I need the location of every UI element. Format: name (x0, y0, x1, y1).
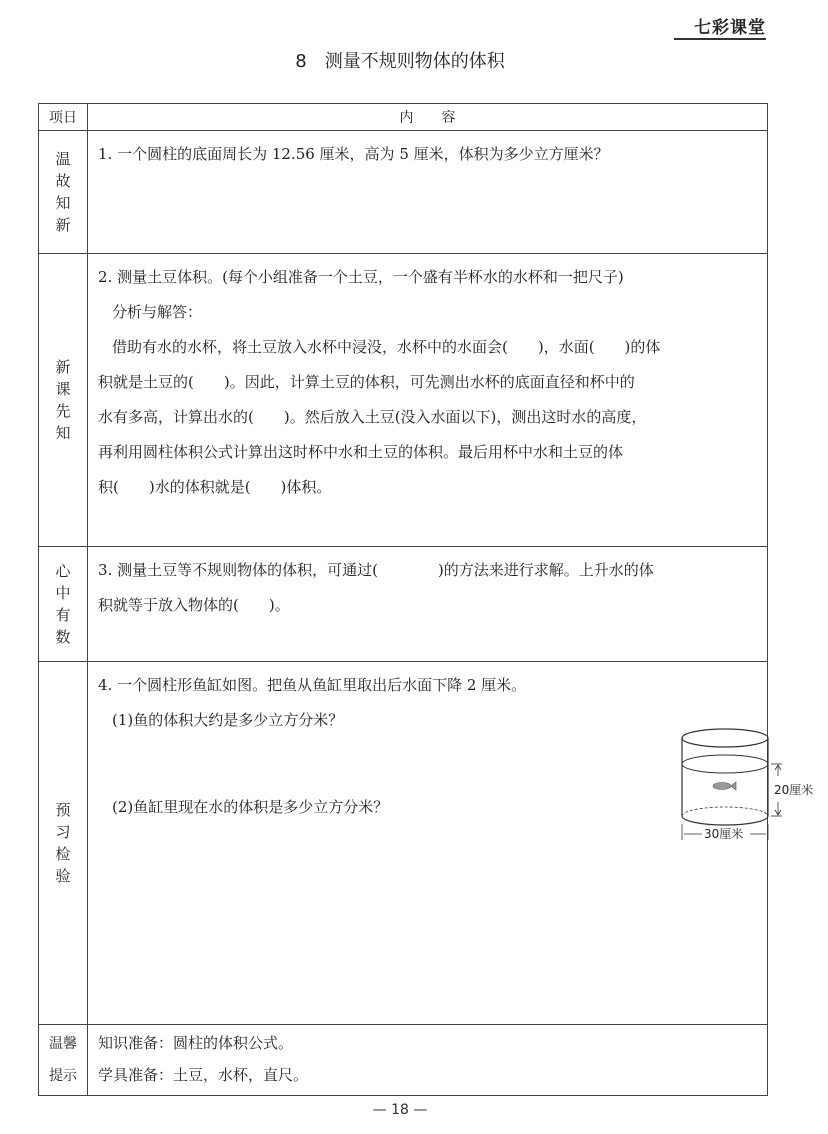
question-3-line-2: 积就等于放入物体的( )。 (98, 596, 290, 614)
fish-tank-figure (678, 724, 828, 848)
analysis-line-3: 水有多高，计算出水的( )。然后放入土豆(没入水面以下)，测出这时水的高度， (98, 408, 647, 426)
lesson-table (38, 103, 814, 1096)
table-header-row (39, 104, 768, 131)
brand-logo: 七彩课堂 (694, 18, 766, 38)
height-label: 20厘米 (774, 783, 814, 797)
section-label-mind: 心中有数 (55, 562, 71, 646)
section-label-new: 新课先知 (55, 358, 71, 442)
tank-bottom-front (682, 816, 768, 825)
section-new-row (39, 254, 768, 547)
question-4-part-2: (2)鱼缸里现在水的体积是多少立方分米？ (112, 798, 389, 816)
section-review-row (39, 131, 768, 254)
width-label: 30厘米 (704, 827, 744, 841)
analysis-heading: 分析与解答： (112, 303, 203, 321)
question-3-line-1: 3. 测量土豆等不规则物体的体积，可通过( )的方法来进行求解。上升水的体 (98, 561, 654, 579)
fish-icon (713, 782, 736, 790)
tips-label-2: 提示 (49, 1068, 77, 1084)
section-label-review: 温故知新 (55, 150, 71, 234)
analysis-line-1: 借助有水的水杯，将土豆放入水杯中浸没，水杯中的水面会( )，水面( )的体 (112, 338, 661, 356)
page-number: — 18 — (372, 1102, 428, 1118)
question-2: 2. 测量土豆体积。(每个小组准备一个土豆，一个盛有半杯水的水杯和一把尺子) (98, 268, 624, 286)
tank-top-ellipse (682, 729, 768, 747)
tips-line-1: 知识准备：圆柱的体积公式。 (98, 1034, 294, 1052)
analysis-line-5: 积( )水的体积就是( )体积。 (98, 478, 332, 496)
tank-water-ellipse (682, 755, 768, 773)
analysis-line-4: 再利用圆柱体积公式计算出这时杯中水和土豆的体积。最后用杯中水和土豆的体 (98, 443, 624, 461)
section-mind-row (39, 547, 768, 662)
analysis-line-2: 积就是土豆的( )。因此，计算土豆的体积，可先测出水杯的底面直径和杯中的 (98, 373, 635, 391)
question-4-part-1: (1)鱼的体积大约是多少立方分米？ (112, 711, 344, 729)
tips-line-2: 学具准备：土豆，水杯，直尺。 (98, 1066, 309, 1084)
section-check-row (39, 662, 768, 1025)
tips-label-1: 温馨 (49, 1036, 77, 1052)
brand-underline (674, 38, 766, 40)
section-tips-row (39, 1025, 768, 1096)
header-col-content: 内 容 (88, 104, 768, 131)
tank-bottom-back (682, 807, 768, 816)
question-4: 4. 一个圆柱形鱼缸如图。把鱼从鱼缸里取出后水面下降 2 厘米。 (98, 676, 527, 694)
question-1: 1. 一个圆柱的底面周长为 12.56 厘米，高为 5 厘米，体积为多少立方厘米？ (98, 145, 609, 163)
page-title: 8 测量不规则物体的体积 (295, 51, 505, 72)
section-label-check: 预习检验 (55, 801, 71, 885)
header-col-item: 项日 (39, 104, 88, 131)
